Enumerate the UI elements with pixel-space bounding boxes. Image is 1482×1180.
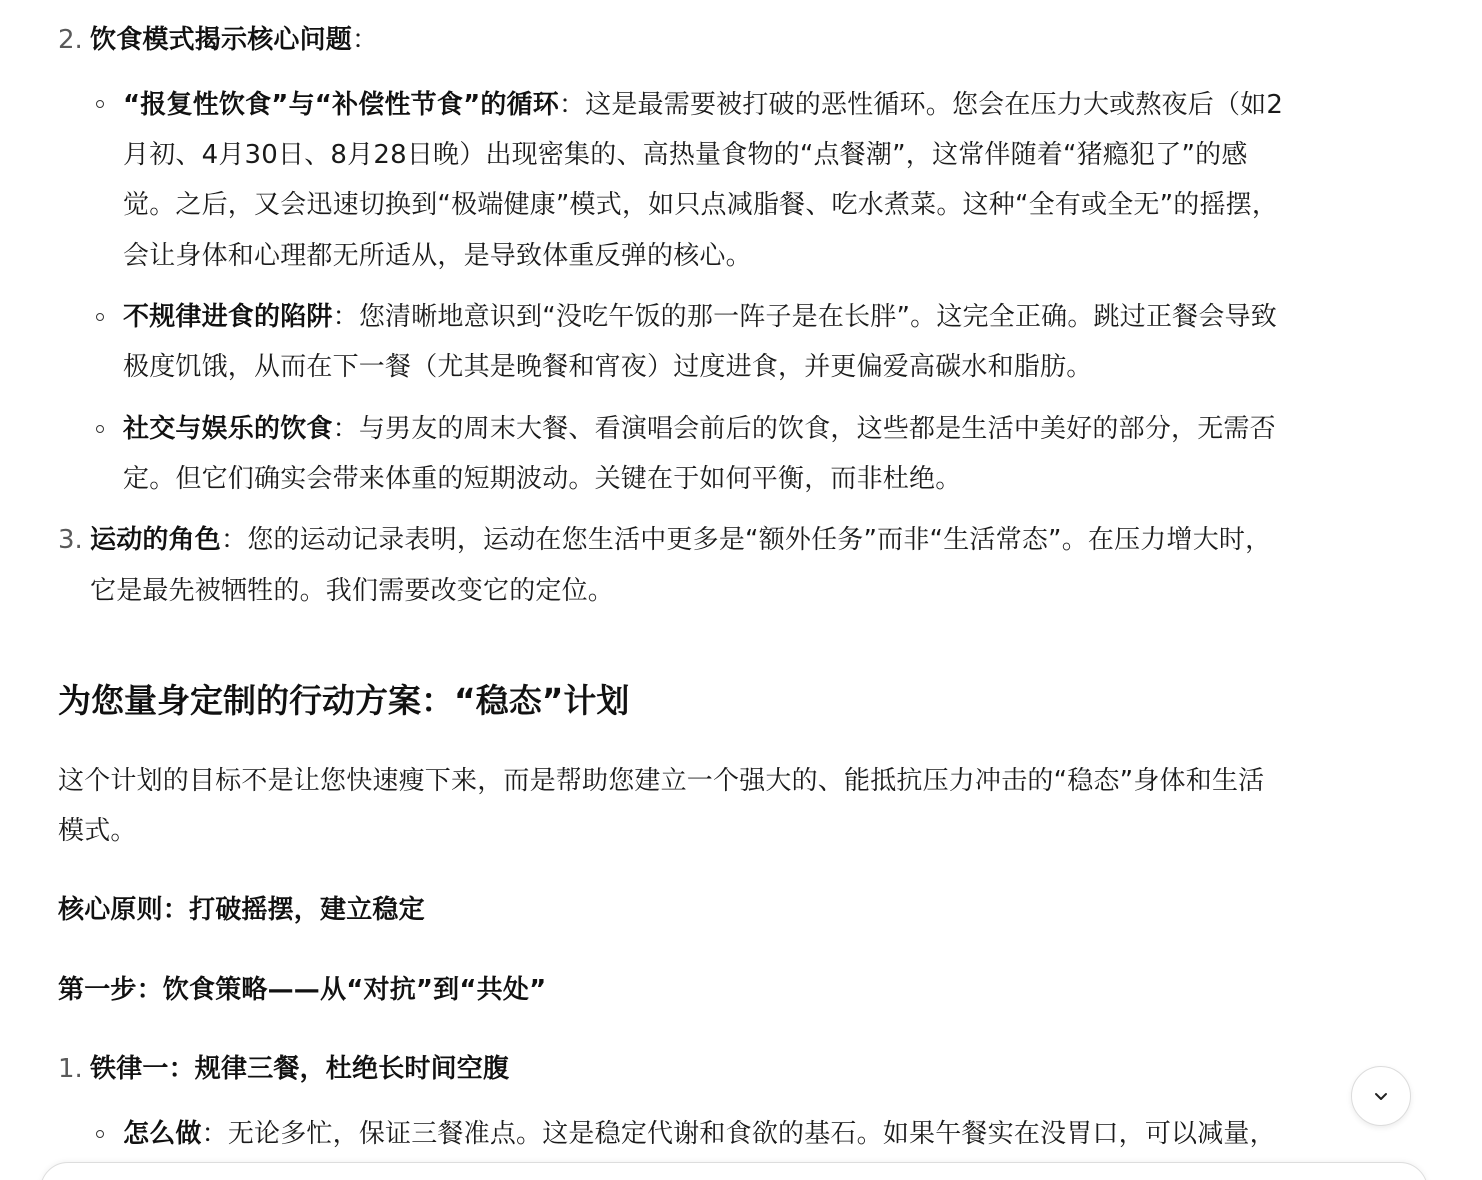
bullet-text: 与男友的周末大餐、看演唱会前后的饮食，这些都是生活中美好的部分，无需否 bbox=[358, 414, 1276, 444]
bullet-text: 这是最需要被打破的恶性循环。您会在压力大或熬夜后（如2 bbox=[585, 90, 1284, 120]
list-number: 3. bbox=[58, 525, 83, 555]
core-principle: 核心原则：打破摇摆，建立稳定 bbox=[58, 895, 425, 925]
bullet-line bbox=[123, 411, 1276, 447]
list-item-text: 您的运动记录表明，运动在您生活中更多是“额外任务”而非“生活常态”。在压力增大时， bbox=[247, 525, 1272, 555]
colon: ： bbox=[332, 414, 359, 444]
scroll-to-bottom-button[interactable] bbox=[1351, 1066, 1411, 1126]
bullet-text: 会让身体和心理都无所适从，是导致体重反弹的核心。 bbox=[123, 241, 752, 271]
bullet-title: 怎么做 bbox=[123, 1119, 202, 1149]
message-composer[interactable] bbox=[40, 1162, 1428, 1180]
paragraph-line: 这个计划的目标不是让您快速瘦下来，而是帮助您建立一个强大的、能抵抗压力冲击的“稳态”身体和生活 bbox=[58, 766, 1265, 796]
bullet-text: 定。但它们确实会带来体重的短期波动。关键在于如何平衡，而非杜绝。 bbox=[123, 464, 962, 494]
bullet-marker bbox=[96, 100, 104, 108]
list-item-title: 饮食模式揭示核心问题 bbox=[90, 25, 353, 55]
list-item-title: 运动的角色 bbox=[90, 525, 222, 555]
bullet-text: 您清晰地意识到“没吃午饭的那一阵子是在长胖”。这完全正确。跳过正餐会导致 bbox=[358, 302, 1277, 332]
bullet-marker bbox=[96, 425, 104, 433]
bullet-title: 不规律进食的陷阱 bbox=[123, 302, 333, 332]
chevron-down-icon bbox=[1371, 1086, 1391, 1106]
list-item-heading bbox=[90, 22, 378, 58]
colon: ： bbox=[352, 25, 379, 55]
list-item-text: 它是最先被牺牲的。我们需要改变它的定位。 bbox=[90, 576, 615, 606]
colon: ： bbox=[558, 90, 586, 120]
colon: ： bbox=[201, 1119, 228, 1149]
bullet-text: 月初、4月30日、8月28日晚）出现密集的、高热量食物的“点餐潮”，这常伴随着“猪瘾犯了”的感 bbox=[123, 140, 1248, 170]
colon: ： bbox=[332, 302, 359, 332]
list-item-heading bbox=[90, 522, 1271, 558]
list-item-title: 铁律一：规律三餐，杜绝长时间空腹 bbox=[90, 1054, 510, 1084]
bullet-marker bbox=[96, 313, 104, 321]
bullet-text: 无论多忙，保证三餐准点。这是稳定代谢和食欲的基石。如果午餐实在没胃口，可以减量， bbox=[227, 1119, 1276, 1149]
bullet-line bbox=[123, 1116, 1276, 1152]
paragraph-line: 模式。 bbox=[58, 816, 137, 846]
list-number: 1. bbox=[58, 1054, 83, 1084]
bullet-text: 极度饥饿，从而在下一餐（尤其是晚餐和宵夜）过度进食，并更偏爱高碳水和脂肪。 bbox=[123, 352, 1093, 382]
bullet-line bbox=[123, 87, 1283, 123]
section-heading: 为您量身定制的行动方案：“稳态”计划 bbox=[58, 681, 630, 720]
step-heading: 第一步：饮食策略——从“对抗”到“共处” bbox=[58, 975, 547, 1005]
bullet-line bbox=[123, 299, 1277, 335]
bullet-text: 觉。之后，又会迅速切换到“极端健康”模式，如只点减脂餐、吃水煮菜。这种“全有或全无”的摇摆， bbox=[123, 190, 1279, 220]
bullet-title: “报复性饮食”与“补偿性节食”的循环 bbox=[123, 90, 559, 120]
bullet-marker bbox=[96, 1130, 104, 1138]
colon: ： bbox=[221, 525, 248, 555]
bullet-title: 社交与娱乐的饮食 bbox=[123, 414, 333, 444]
list-number: 2. bbox=[58, 25, 83, 55]
